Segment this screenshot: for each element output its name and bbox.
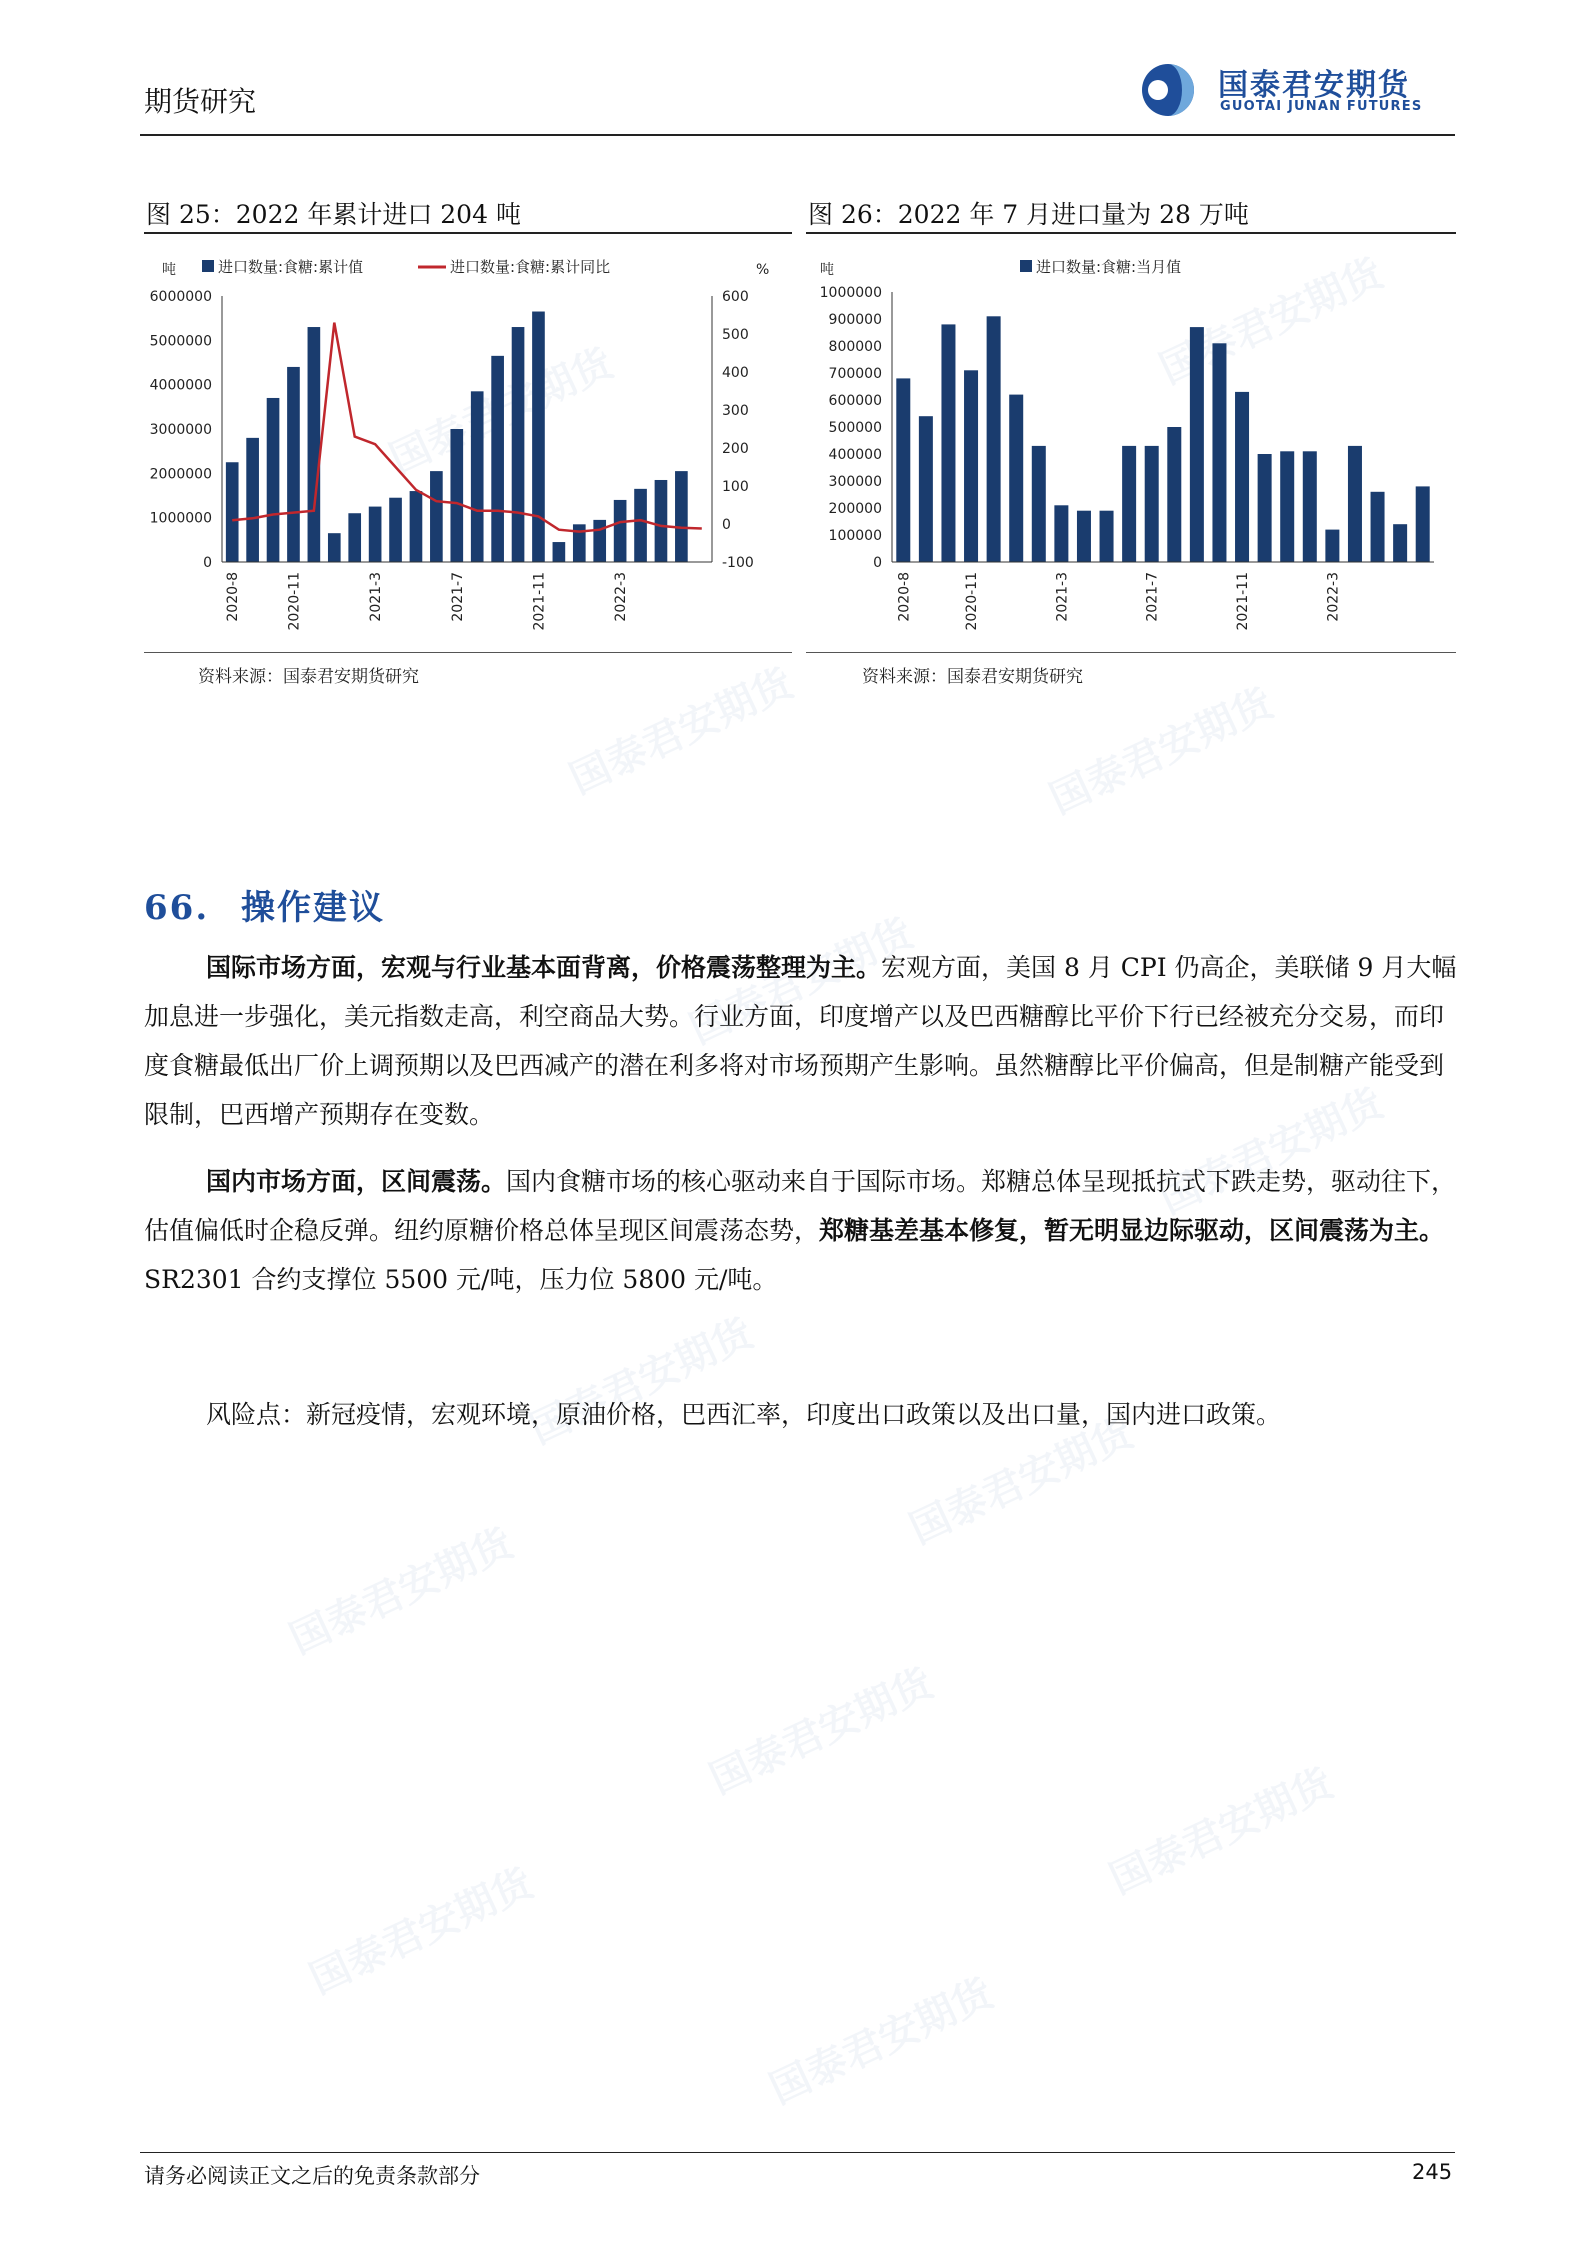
bar [1100, 511, 1114, 562]
bar [267, 398, 280, 562]
bar [553, 542, 566, 562]
watermark: 国泰君安期货 [1043, 680, 1280, 824]
bar [512, 327, 525, 562]
y-tick-label-right: 300 [722, 403, 749, 419]
bar [1167, 427, 1181, 562]
bar [1190, 327, 1204, 562]
bar [1280, 451, 1294, 562]
caption-rule [806, 232, 1456, 234]
figure-caption: 图 25：2022 年累计进口 204 吨 [146, 200, 521, 229]
paragraph-emphasis: 郑糖基差基本修复，暂无明显边际驱动，区间震荡为主。 [819, 1216, 1445, 1245]
paragraph-international [144, 943, 1457, 1139]
section-title: 操作建议 [241, 888, 385, 928]
bar [987, 316, 1001, 562]
y-tick-label: 800000 [828, 339, 882, 355]
x-tick-label: 2020-8 [225, 572, 242, 622]
x-tick-label: 2020-8 [896, 572, 913, 622]
y-tick-label: 1000000 [819, 285, 882, 301]
y-tick-label: 400000 [828, 447, 882, 463]
bar [614, 500, 627, 562]
y-tick-label-right: 100 [722, 479, 749, 495]
footer-disclaimer: 请务必阅读正文之后的免责条款部分 [144, 2164, 480, 2188]
y-tick-label: 6000000 [149, 289, 212, 305]
logo-subtext: GUOTAI JUNAN FUTURES [1220, 99, 1423, 114]
y-tick-label: 900000 [828, 312, 882, 328]
y-tick-label: 100000 [828, 528, 882, 544]
figure-source: 资料来源：国泰君安期货研究 [862, 667, 1083, 687]
bar [1325, 530, 1339, 562]
bar [1009, 395, 1023, 562]
logo-text: 国泰君安期货 [1218, 68, 1410, 103]
y-tick-label: 0 [203, 555, 212, 571]
watermark: 国泰君安期货 [903, 1410, 1140, 1554]
chart-cumulative-imports [144, 252, 792, 652]
bar [1303, 451, 1317, 562]
section-number: 66. [144, 888, 210, 928]
logo-icon [1128, 62, 1210, 118]
watermark: 国泰君安期货 [763, 1970, 1000, 2114]
bar [919, 416, 933, 562]
watermark: 国泰君安期货 [703, 1660, 940, 1804]
paragraph-body: 宏观方面，美国 8 月 CPI 仍高企，美联储 9 月大幅加息进一步强化，美元指数走高，利空商品大势。行业方面，印度增产以及巴西糖醇比平价下行已经被充分交易，而印度食糖最低出厂价上调预期以及巴西减产的潜在利多将对市场预期产生影响。虽然糖醇比平价偏高，但是制糖产能受到限制，巴西增产预期存在变数。 [144, 953, 1457, 1129]
legend-label: 进口数量:食糖:累计值 [218, 258, 364, 276]
bar [1145, 446, 1159, 562]
bar [655, 480, 668, 562]
paragraph-domestic [144, 1157, 1457, 1304]
header-title: 期货研究 [144, 85, 257, 118]
y-tick-label: 200000 [828, 501, 882, 517]
legend-bar-swatch [1020, 260, 1032, 272]
x-tick-label: 2021-7 [449, 572, 466, 622]
x-tick-label: 2020-11 [286, 572, 303, 631]
bar [532, 312, 545, 562]
y-tick-label-right: 600 [722, 289, 749, 305]
bar [896, 378, 910, 562]
section-heading [144, 880, 385, 929]
bar [410, 491, 423, 562]
bar [1054, 505, 1068, 562]
y-tick-label-right: -100 [722, 555, 754, 571]
caption-rule [144, 232, 792, 234]
bar [675, 471, 688, 562]
bar [1416, 486, 1430, 562]
legend-label: 进口数量:食糖:当月值 [1036, 258, 1182, 276]
bar [941, 324, 955, 562]
x-tick-label: 2021-3 [1054, 572, 1071, 622]
x-tick-label: 2021-11 [531, 572, 548, 631]
y-tick-label: 5000000 [149, 333, 212, 350]
axis-unit-right: % [756, 262, 770, 278]
bar [471, 391, 484, 562]
bar [1032, 446, 1046, 562]
chart-monthly-imports [806, 252, 1456, 652]
bar [369, 507, 382, 562]
paragraph-lead: 国内市场方面，区间震荡。 [206, 1167, 507, 1196]
watermark: 国泰君安期货 [1153, 250, 1390, 394]
bar [389, 498, 402, 562]
bar [1393, 524, 1407, 562]
legend-bar-swatch [202, 260, 214, 272]
y-tick-label: 1000000 [149, 510, 212, 527]
page-number: 245 [1412, 2160, 1453, 2184]
bar [1212, 343, 1226, 562]
x-tick-label: 2021-11 [1235, 572, 1252, 631]
axis-unit-left: 吨 [820, 262, 834, 278]
y-tick-label: 0 [873, 555, 882, 571]
legend-label: 进口数量:食糖:累计同比 [450, 258, 611, 276]
x-tick-label: 2021-7 [1144, 572, 1161, 622]
x-tick-label: 2021-3 [368, 572, 385, 622]
bar [1348, 446, 1362, 562]
figure-source: 资料来源：国泰君安期货研究 [198, 667, 419, 687]
watermark: 国泰君安期货 [303, 1860, 540, 2004]
x-tick-label: 2020-11 [964, 572, 981, 631]
watermark: 国泰君安期货 [523, 1310, 760, 1454]
risk-points: 风险点：新冠疫情，宏观环境，原油价格，巴西汇率，印度出口政策以及出口量，国内进口政策。 [206, 1400, 1282, 1429]
y-tick-label-right: 500 [722, 327, 749, 343]
watermark: 国泰君安期货 [563, 660, 800, 804]
y-tick-label: 500000 [828, 420, 882, 436]
bar [1235, 392, 1249, 562]
bar [450, 429, 463, 562]
y-tick-label-right: 400 [722, 365, 749, 381]
bar [1077, 511, 1091, 562]
y-tick-label-right: 0 [722, 517, 731, 533]
bar [308, 327, 321, 562]
y-tick-label: 2000000 [149, 466, 212, 483]
watermark: 国泰君安期货 [1153, 1080, 1390, 1224]
bar [226, 462, 239, 562]
y-tick-label: 4000000 [149, 377, 212, 394]
y-tick-label: 300000 [828, 474, 882, 490]
paragraph-body: 国内食糖市场的核心驱动来自于国际市场。郑糖总体呈现抵抗式下跌走势，驱动往下，估值偏低时企稳反弹。纽约原糖价格总体呈现区间震荡态势， [144, 1167, 1457, 1245]
bar [593, 520, 606, 562]
bar [430, 471, 443, 562]
paragraph-lead: 国际市场方面，宏观与行业基本面背离，价格震荡整理为主。 [206, 953, 882, 982]
paragraph-body: SR2301 合约支撑位 5500 元/吨，压力位 5800 元/吨。 [144, 1265, 778, 1294]
bar [246, 438, 259, 562]
y-tick-label-right: 200 [722, 441, 749, 457]
bar [634, 489, 647, 562]
footer-rule [140, 2152, 1455, 2153]
header-rule [140, 134, 1455, 136]
watermark: 国泰君安期货 [283, 1520, 520, 1664]
watermark: 国泰君安期货 [683, 910, 920, 1054]
watermark: 国泰君安期货 [1103, 1760, 1340, 1904]
bar [328, 533, 341, 562]
x-tick-label: 2022-3 [1325, 572, 1342, 622]
figure-caption: 图 26：2022 年 7 月进口量为 28 万吨 [808, 200, 1249, 229]
bar [1258, 454, 1272, 562]
series-line [232, 323, 702, 532]
bar [348, 513, 361, 562]
bar [1371, 492, 1385, 562]
bar [287, 367, 300, 562]
bar [491, 356, 504, 562]
y-tick-label: 3000000 [149, 422, 212, 438]
y-tick-label: 600000 [828, 393, 882, 409]
bar [964, 370, 978, 562]
x-tick-label: 2022-3 [613, 572, 630, 622]
axis-unit-left: 吨 [162, 262, 176, 278]
figure-bottom-rule [144, 652, 792, 653]
bar [1122, 446, 1136, 562]
y-tick-label: 700000 [828, 366, 882, 382]
figure-bottom-rule [806, 652, 1456, 653]
